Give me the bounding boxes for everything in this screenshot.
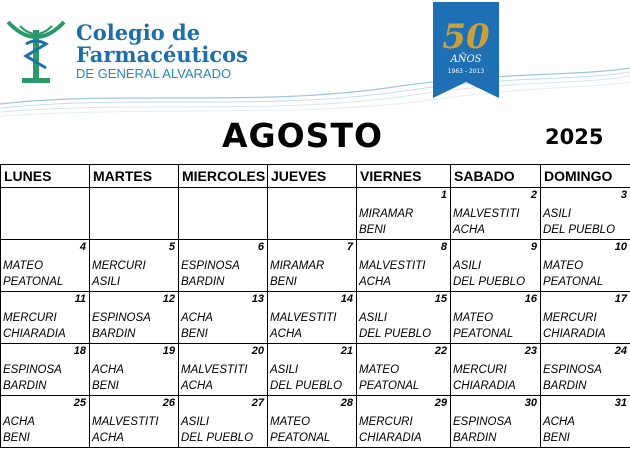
anniversary-badge: [433, 2, 499, 98]
pharmacy-name-primary: MIRAMAR: [270, 260, 325, 272]
day-number: 27: [251, 397, 264, 409]
day-cell: [451, 240, 541, 292]
org-name-line3: DE GENERAL ALVARADO: [76, 66, 232, 81]
weekday-header: SABADO: [451, 165, 541, 188]
pharmacy-name-secondary: BARDIN: [453, 432, 497, 444]
pharmacy-name-primary: MERCURI: [92, 260, 146, 272]
pharmacy-name-primary: ESPINOSA: [181, 260, 240, 272]
badge-word: AÑOS: [450, 54, 482, 65]
pharmacy-name-primary: ACHA: [543, 416, 575, 428]
pharmacy-name-secondary: ACHA: [92, 432, 124, 444]
day-cell: [357, 396, 451, 448]
day-cell: [451, 292, 541, 344]
week-row: [1, 292, 630, 344]
day-number: 10: [614, 241, 627, 253]
day-cell: [90, 240, 179, 292]
pharmacy-name-primary: MERCURI: [453, 364, 507, 376]
day-number: 6: [257, 241, 264, 253]
pharmacy-name-primary: MERCURI: [3, 312, 57, 324]
day-cell: [1, 344, 90, 396]
pharmacy-name-primary: MATEO: [270, 416, 311, 428]
day-number: 25: [73, 397, 86, 409]
day-number: 3: [620, 189, 627, 201]
pharmacy-name-secondary: BARDIN: [543, 380, 587, 392]
day-cell: [268, 240, 357, 292]
pharmacy-name-secondary: DEL PUEBLO: [181, 432, 254, 444]
pharmacy-name-primary: ASILI: [270, 364, 299, 376]
pharmacy-name-primary: MATEO: [3, 260, 44, 272]
pharmacy-name-primary: MATEO: [543, 260, 584, 272]
calendar-grid: [0, 164, 630, 448]
pharmacy-name-primary: ASILI: [181, 416, 210, 428]
day-number: 9: [530, 241, 537, 253]
day-cell: [1, 292, 90, 344]
pharmacy-name-secondary: BENI: [92, 380, 119, 392]
weekday-header: VIERNES: [357, 165, 451, 188]
pharmacy-name-secondary: ACHA: [453, 224, 485, 236]
day-number: 1: [440, 189, 447, 201]
weekday-header: JUEVES: [268, 165, 357, 188]
day-number: 16: [524, 293, 537, 305]
day-number: 20: [251, 345, 264, 357]
pharmacy-name-secondary: BARDIN: [3, 380, 47, 392]
day-cell: [1, 240, 90, 292]
day-cell: [268, 292, 357, 344]
pharmacy-name-primary: MALVESTITI: [181, 364, 248, 376]
week-row: [1, 396, 630, 448]
day-number: 30: [524, 397, 537, 409]
weekday-header: DOMINGO: [541, 165, 630, 188]
day-cell: [541, 344, 630, 396]
pharmacy-name-secondary: DEL PUEBLO: [270, 380, 343, 392]
weekday-header: MARTES: [90, 165, 179, 188]
week-row: [1, 188, 630, 240]
pharmacy-name-secondary: PEATONAL: [543, 276, 604, 288]
pharmacy-name-secondary: CHIARADIA: [3, 328, 66, 340]
day-cell: [451, 188, 541, 240]
day-cell: [451, 344, 541, 396]
weekday-header: LUNES: [1, 165, 90, 188]
pharmacy-name-primary: MALVESTITI: [453, 208, 520, 220]
day-cell: [541, 188, 630, 240]
weekday-header-row: [1, 165, 630, 188]
day-number: 29: [434, 397, 447, 409]
day-cell: [357, 344, 451, 396]
badge-number: 50: [442, 17, 490, 57]
day-cell: [268, 396, 357, 448]
pharmacy-name-primary: MERCURI: [359, 416, 413, 428]
pharmacy-name-primary: ASILI: [453, 260, 482, 272]
pharmacy-name-primary: ACHA: [3, 416, 35, 428]
day-cell: [179, 240, 268, 292]
day-cell: [541, 292, 630, 344]
pharmacy-name-secondary: BARDIN: [92, 328, 136, 340]
day-cell: [268, 188, 357, 240]
day-cell: [179, 396, 268, 448]
pharmacy-name-secondary: ACHA: [181, 380, 213, 392]
pharmacy-name-primary: MALVESTITI: [92, 416, 159, 428]
pharmacy-name-secondary: DEL PUEBLO: [359, 328, 432, 340]
day-cell: [357, 240, 451, 292]
day-number: 2: [530, 189, 537, 201]
pharmacy-name-primary: MALVESTITI: [359, 260, 426, 272]
pharmacy-name-primary: MIRAMAR: [359, 208, 414, 220]
year-label: 2025: [545, 125, 604, 149]
weekday-header: MIERCOLES: [179, 165, 268, 188]
day-cell: [90, 396, 179, 448]
pharmacy-name-secondary: CHIARADIA: [453, 380, 516, 392]
day-number: 31: [614, 397, 627, 409]
day-cell: [268, 344, 357, 396]
pharmacy-name-primary: MALVESTITI: [270, 312, 337, 324]
pharmacy-name-secondary: BARDIN: [181, 276, 225, 288]
org-name-line1: Colegio de: [76, 20, 201, 45]
pharmacy-name-primary: ASILI: [359, 312, 388, 324]
day-number: 24: [614, 345, 627, 357]
day-cell: [179, 344, 268, 396]
pharmacy-name-primary: ESPINOSA: [543, 364, 602, 376]
pharmacy-name-secondary: BENI: [543, 432, 570, 444]
day-cell: [179, 292, 268, 344]
pharmacy-name-primary: ESPINOSA: [92, 312, 151, 324]
pharmacy-cup-logo-icon: [4, 8, 68, 86]
day-cell: [179, 188, 268, 240]
page-header: [0, 0, 630, 120]
pharmacy-name-secondary: BENI: [181, 328, 208, 340]
day-number: 12: [162, 293, 175, 305]
day-number: 15: [434, 293, 447, 305]
day-number: 8: [440, 241, 447, 253]
day-number: 23: [524, 345, 537, 357]
day-number: 7: [346, 241, 353, 253]
pharmacy-name-secondary: PEATONAL: [270, 432, 331, 444]
day-cell: [541, 240, 630, 292]
pharmacy-name-secondary: PEATONAL: [453, 328, 514, 340]
pharmacy-name-secondary: CHIARADIA: [359, 432, 422, 444]
day-number: 17: [614, 293, 627, 305]
pharmacy-name-primary: MATEO: [359, 364, 400, 376]
day-cell: [90, 188, 179, 240]
pharmacy-name-secondary: BENI: [359, 224, 386, 236]
month-title: AGOSTO: [222, 116, 384, 155]
org-name-line2: Farmacéuticos: [76, 42, 248, 67]
day-cell: [357, 188, 451, 240]
day-number: 4: [79, 241, 86, 253]
day-number: 13: [251, 293, 264, 305]
week-row: [1, 240, 630, 292]
day-number: 5: [168, 241, 175, 253]
pharmacy-name-secondary: ASILI: [92, 276, 121, 288]
day-number: 14: [340, 293, 353, 305]
day-cell: [90, 292, 179, 344]
day-cell: [451, 396, 541, 448]
organization-name: [76, 22, 248, 82]
day-cell: [90, 344, 179, 396]
day-cell: [357, 292, 451, 344]
pharmacy-name-secondary: PEATONAL: [359, 380, 420, 392]
pharmacy-name-secondary: PEATONAL: [3, 276, 64, 288]
pharmacy-name-primary: ASILI: [543, 208, 572, 220]
pharmacy-name-primary: ACHA: [181, 312, 213, 324]
badge-years: 1963 - 2013: [447, 68, 485, 75]
day-cell: [1, 396, 90, 448]
day-number: 19: [162, 345, 175, 357]
day-cell: [1, 188, 90, 240]
pharmacy-name-primary: ACHA: [92, 364, 124, 376]
pharmacy-name-primary: ESPINOSA: [453, 416, 512, 428]
day-number: 22: [434, 345, 447, 357]
pharmacy-name-secondary: ACHA: [270, 328, 302, 340]
day-number: 21: [340, 345, 353, 357]
pharmacy-name-secondary: DEL PUEBLO: [543, 224, 616, 236]
pharmacy-name-secondary: ACHA: [359, 276, 391, 288]
day-number: 26: [162, 397, 175, 409]
day-number: 11: [74, 293, 86, 305]
day-number: 18: [73, 345, 86, 357]
pharmacy-name-secondary: CHIARADIA: [543, 328, 606, 340]
pharmacy-name-primary: ESPINOSA: [3, 364, 62, 376]
week-row: [1, 344, 630, 396]
pharmacy-name-primary: MERCURI: [543, 312, 597, 324]
pharmacy-name-secondary: BENI: [270, 276, 297, 288]
pharmacy-name-secondary: BENI: [3, 432, 30, 444]
day-number: 28: [340, 397, 353, 409]
pharmacy-name-secondary: DEL PUEBLO: [453, 276, 526, 288]
pharmacy-name-primary: MATEO: [453, 312, 494, 324]
day-cell: [541, 396, 630, 448]
